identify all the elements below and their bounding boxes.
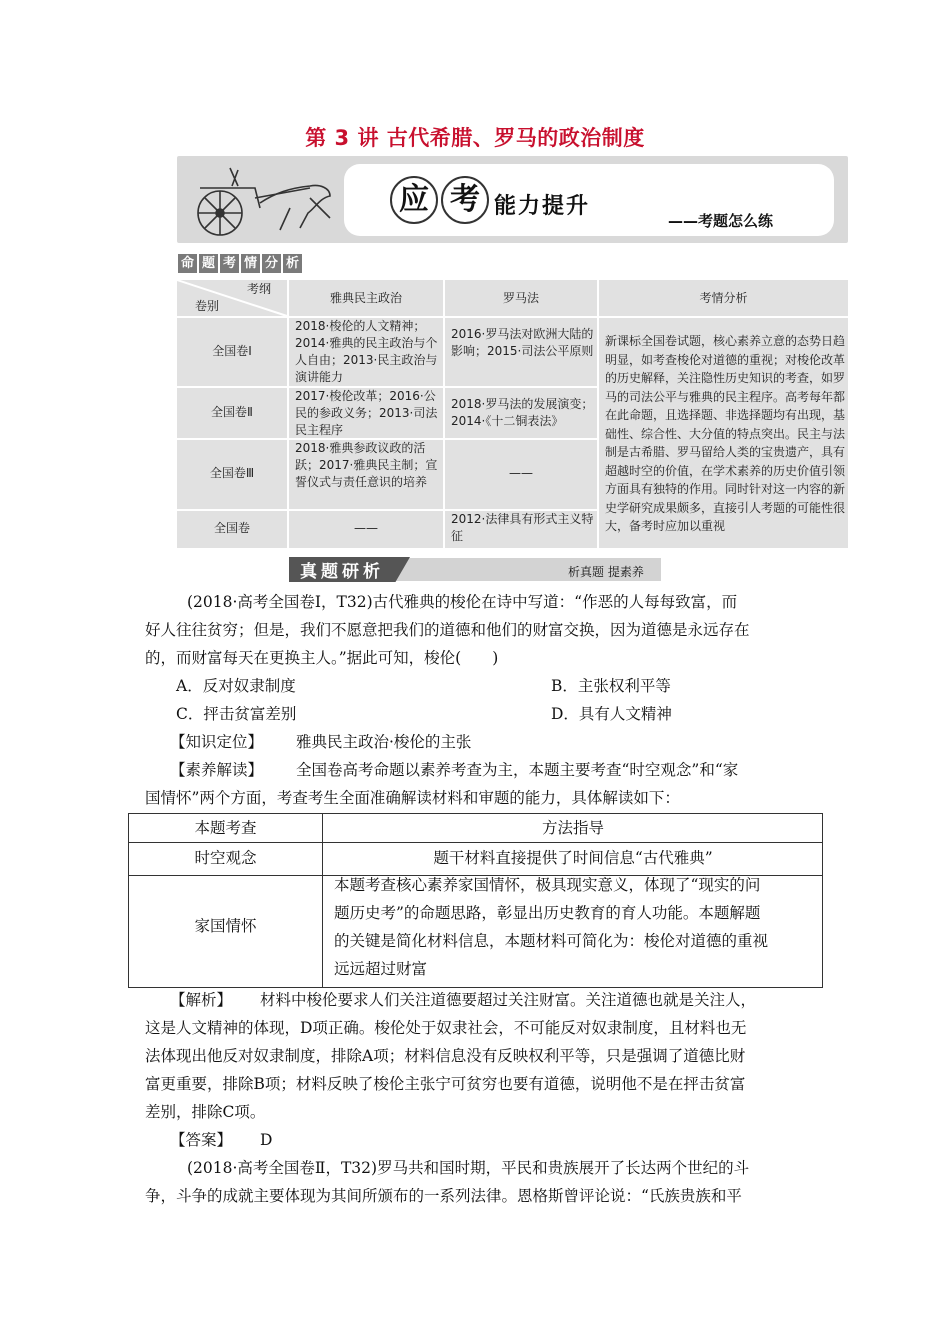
jiexi-text: 差别，排除C项。 [145,1103,266,1121]
kao-badge: 考 [441,176,489,224]
q1-option-b: B．主张权利平等 [551,677,671,695]
jiexi-text: 富更重要，排除B项；材料反映了梭伦主张宁可贫穷也要有道德，说明他不是在抨击贫富 [145,1075,746,1093]
tag-char: 情 [241,254,260,273]
ability-heading: 能力提升 [494,194,591,219]
literacy-text: 国情怀”两个方面，考查考生全面准确解读材料和审题的能力，具体解读如下： [145,789,680,807]
row-label: 全国卷Ⅲ [209,466,255,480]
chariot-illustration [180,158,340,240]
method-header-guide: 方法指导 [541,819,604,837]
method-row-guide: 本题考查核心素养家国情怀，极具现实意义，体现了“现实的问 [334,876,761,894]
q1-option-c: C．抨击贫富差别 [176,705,297,723]
q1-stem-line: (2018·高考全国卷Ⅰ，T32)古代雅典的梭伦在诗中写道：“作恶的人每每致富，而 [187,593,738,611]
row-athens: —— [354,521,378,535]
header-juanbie: 卷别 [195,299,220,313]
tag-char: 分 [262,254,281,273]
row-athens: 2017·梭伦改革；2016·公民的参政义务；2013·司法民主程序 [295,389,438,437]
row-rome: —— [509,466,533,480]
exam-analysis-text: 新课标全国卷试题，核心素养立意的态势日趋明显，如考查梭伦对道德的重视；对梭伦改革的历史解释，关注隐性历史知识的考查，如罗马的司法公平与雅典的民主程序。高考每年都在此命题，且选择题、非选择题均有出现，基础性、综合性、大分值的特点突出。民主与法制是古希腊、罗马留给人类的宝贵遗产，具有超越时空的价值，在学术素养的历史价值引领方面具有独特的作用。同时针对这一内容的新史学研究成果颇多，直接引人考题的可能性很大，备考时应加以重视 [605,334,846,533]
col-header-rome: 罗马法 [502,291,539,305]
tag-char: 命 [178,254,197,273]
row-label: 全国卷Ⅱ [211,405,253,419]
tag-char: 考 [220,254,239,273]
zhenti-subtitle: 析真题 提素养 [568,565,644,579]
method-header-item: 本题考查 [194,819,257,837]
row-rome: 2012·法律具有形式主义特征 [451,512,594,543]
answer-label: 【答案】 [170,1131,233,1149]
method-row-item: 时空观念 [194,849,257,867]
row-label: 全国卷 [213,521,250,535]
tag-char: 析 [283,254,302,273]
knowledge-text: 雅典民主政治·梭伦的主张 [296,733,472,751]
knowledge-label: 【知识定位】 [170,733,264,751]
q1-option-a: A．反对奴隶制度 [176,677,296,695]
q2-stem-line: (2018·高考全国卷Ⅱ，T32)罗马共和国时期，平民和贵族展开了长达两个世纪的斗 [187,1159,750,1177]
q1-stem-line: 好人往往贫穷；但是，我们不愿意把我们的道德和他们的财富交换，因为道德是永远存在 [145,621,750,639]
header-kaogang: 考纲 [247,282,272,296]
literacy-text: 全国卷高考命题以素养考查为主，本题主要考查“时空观念”和“家 [296,761,739,779]
method-row-guide: 题干材料直接提供了时间信息“古代雅典” [433,849,713,867]
method-row-guide: 远远超过财富 [334,960,428,978]
col-header-athens: 雅典民主政治 [329,291,402,305]
method-row-guide: 的关键是简化材料信息，本题材料可简化为：梭伦对道德的重视 [334,932,769,950]
zhenti-label: 真题研析 [300,562,384,582]
method-table [128,813,823,988]
row-athens: 2018·雅典参政议政的活跃；2017·雅典民主制；宣誓仪式与责任意识的培养 [295,441,438,489]
method-row-item: 家国情怀 [194,917,257,935]
jiexi-text: 材料中梭伦要求人们关注道德要超过关注财富。关注道德也就是关注人， [260,991,757,1009]
literacy-label: 【素养解读】 [170,761,264,779]
q1-option-d: D．具有人文精神 [551,705,672,723]
q2-stem-line: 争，斗争的成就主要体现为其间所颁布的一系列法律。恩格斯曾评论说：“氏族贵族和平 [145,1187,742,1205]
row-rome: 2016·罗马法对欧洲大陆的影响；2015·司法公平原则 [451,327,594,358]
analysis-table [177,280,848,548]
row-athens: 2018·梭伦的人文精神；2014·雅典的民主政治与个人自由；2013·民主政治与演讲能力 [295,319,438,384]
ying-badge: 应 [390,176,438,224]
jiexi-text: 这是人文精神的体现，D项正确。梭伦处于奴隶社会，不可能反对奴隶制度，且材料也无 [145,1019,747,1037]
page-title: 第 3 讲 古代希腊、罗马的政治制度 [305,126,645,150]
method-row-guide: 题历史考”的命题思路，彰显出历史教育的育人功能。本题解题 [334,904,761,922]
col-header-analysis: 考情分析 [699,291,748,305]
analysis-tag [178,252,304,273]
q1-stem-line: 的，而财富每天在更换主人。”据此可知，梭伦( ) [145,649,499,667]
row-label: 全国卷Ⅰ [212,344,252,358]
row-rome: 2018·罗马法的发展演变；2014·《十二铜表法》 [451,397,594,428]
banner-subtitle: ——考题怎么练 [668,212,774,230]
jiexi-text: 法体现出他反对奴隶制度，排除A项；材料信息没有反映权利平等，只是强调了道德比财 [145,1047,746,1065]
answer-value: D [260,1131,273,1149]
jiexi-label: 【解析】 [170,991,233,1009]
tag-char: 题 [199,254,218,273]
